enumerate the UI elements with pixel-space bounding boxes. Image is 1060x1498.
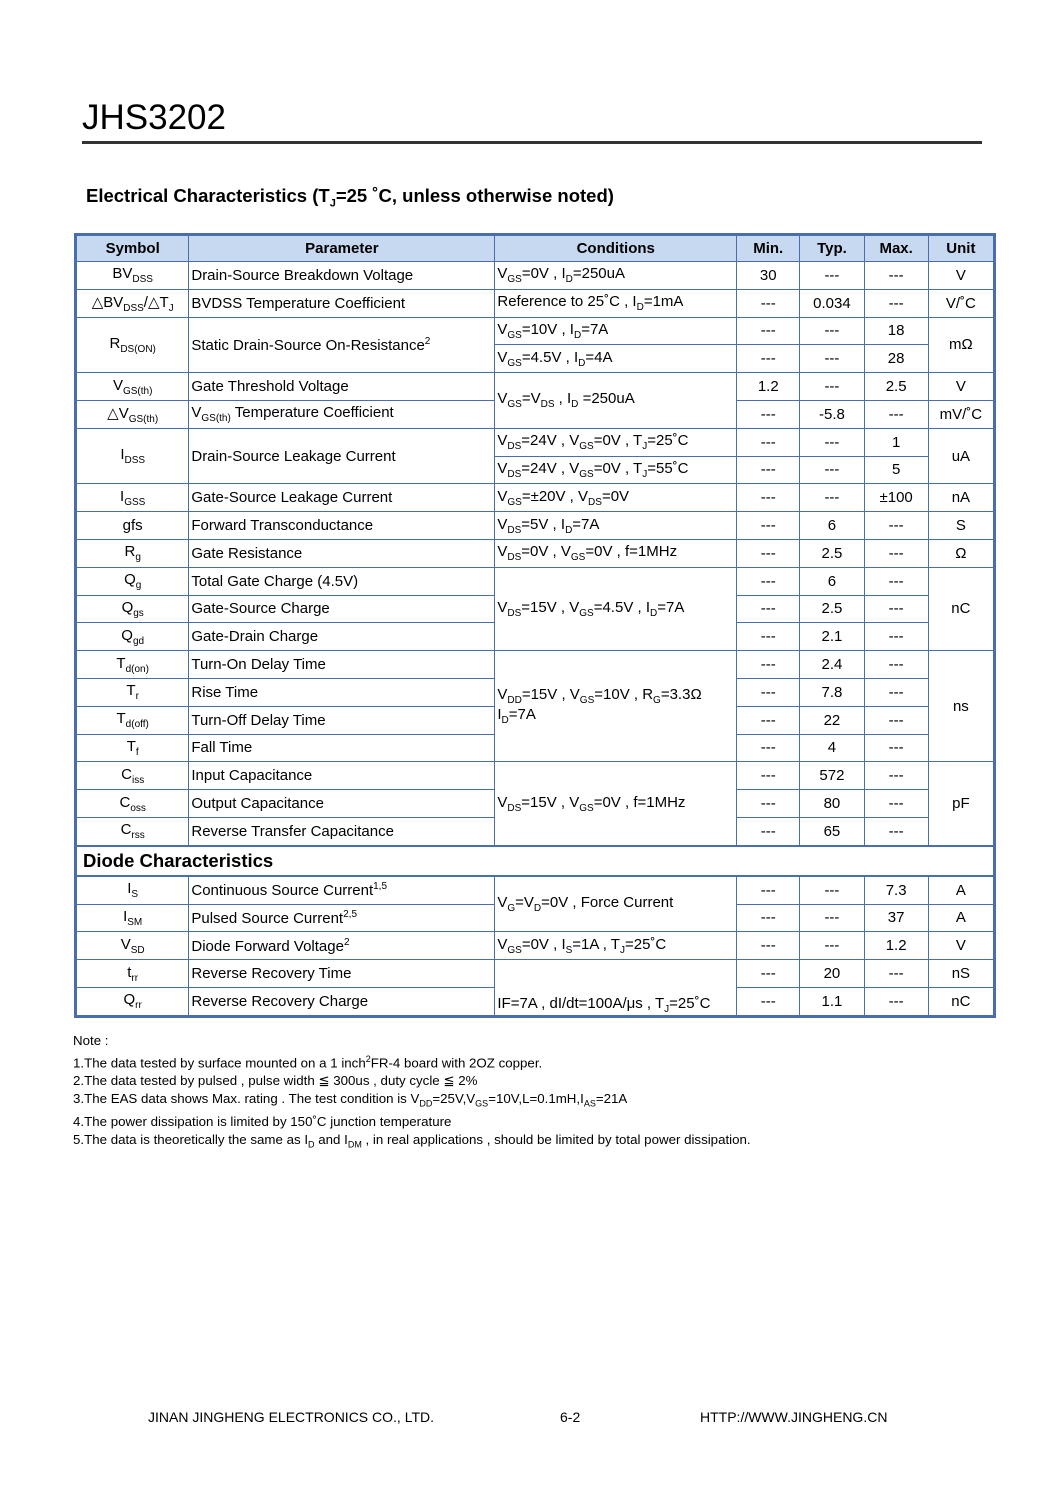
unit-cell: ns: [928, 651, 993, 762]
typ-cell: 2.1: [800, 623, 864, 651]
conditions-cell: $V_G=V_D=0V$ , Force Current: [495, 876, 737, 932]
parameter-cell: Pulsed Source Current$^{2,5}$: [189, 904, 495, 932]
typ-cell: 2.5: [800, 539, 864, 567]
min-cell: ---: [737, 678, 800, 706]
table-row: [77, 484, 994, 512]
max-cell: ---: [864, 960, 928, 988]
typ-cell: ---: [800, 904, 864, 932]
max-cell: ---: [864, 623, 928, 651]
unit-cell: V/˚C: [928, 289, 993, 317]
parameter-cell: Output Capacitance: [189, 790, 495, 818]
min-cell: ---: [737, 876, 800, 904]
conditions-cell: IF=7A , dI/dt=100A/μs , $T_J=25˚C$: [495, 960, 737, 1016]
conditions-cell: $V_{GS}=0V$ , $I_S=1A$ , $T_J=25˚C$: [495, 932, 737, 960]
unit-cell: V: [928, 373, 993, 401]
max-cell: 18: [864, 317, 928, 345]
max-cell: ---: [864, 539, 928, 567]
parameter-cell: Input Capacitance: [189, 762, 495, 790]
symbol-cell: $R_{DS(ON)}$: [77, 317, 189, 373]
header-max: Max.: [864, 236, 928, 262]
parameter-cell: Reverse Recovery Time: [189, 960, 495, 988]
typ-cell: -5.8: [800, 400, 864, 428]
parameter-cell: Fall Time: [189, 734, 495, 762]
max-cell: ---: [864, 400, 928, 428]
section-heading: Electrical Characteristics ($T_J=25$ ˚C, unless otherwise noted): [86, 185, 614, 210]
header-symbol: Symbol: [77, 236, 189, 262]
typ-cell: ---: [800, 373, 864, 401]
typ-cell: 22: [800, 706, 864, 734]
note-4: 4.The power dissipation is limited by 150˚C junction temperature: [73, 1114, 452, 1130]
table-row: [77, 428, 994, 456]
table-row: [77, 762, 994, 790]
table-row: [77, 567, 994, 595]
typ-cell: ---: [800, 428, 864, 456]
min-cell: ---: [737, 706, 800, 734]
typ-cell: 6: [800, 512, 864, 540]
min-cell: ---: [737, 512, 800, 540]
title-divider: [82, 141, 982, 144]
typ-cell: ---: [800, 932, 864, 960]
min-cell: ---: [737, 932, 800, 960]
header-unit: Unit: [928, 236, 993, 262]
footer-url: HTTP://WWW.JINGHENG.CN: [700, 1409, 888, 1425]
footer-company: JINAN JINGHENG ELECTRONICS CO., LTD.: [148, 1409, 434, 1425]
min-cell: ---: [737, 539, 800, 567]
typ-cell: ---: [800, 345, 864, 373]
max-cell: ---: [864, 817, 928, 845]
notes-title: Note :: [73, 1033, 109, 1048]
min-cell: ---: [737, 345, 800, 373]
symbol-cell: $Q_g$: [77, 567, 189, 595]
parameter-cell: Turn-Off Delay Time: [189, 706, 495, 734]
table-row: [77, 262, 994, 290]
max-cell: ---: [864, 734, 928, 762]
max-cell: 1: [864, 428, 928, 456]
typ-cell: 7.8: [800, 678, 864, 706]
typ-cell: 6: [800, 567, 864, 595]
max-cell: 28: [864, 345, 928, 373]
table-row: [77, 289, 994, 317]
symbol-cell: $V_{GS(th)}$: [77, 373, 189, 401]
symbol-cell: $T_f$: [77, 734, 189, 762]
conditions-cell: $V_{DS}=5V$ , $I_D=7A$: [495, 512, 737, 540]
parameter-cell: Continuous Source Current$^{1,5}$: [189, 876, 495, 904]
typ-cell: ---: [800, 317, 864, 345]
max-cell: ---: [864, 762, 928, 790]
typ-cell: 4: [800, 734, 864, 762]
parameter-cell: Diode Forward Voltage$^2$: [189, 932, 495, 960]
parameter-cell: Forward Transconductance: [189, 512, 495, 540]
conditions-cell: Reference to 25˚C , $I_D=1mA$: [495, 289, 737, 317]
conditions-cell: $V_{DS}=15V$ , $V_{GS}=4.5V$ , $I_D=7A$: [495, 567, 737, 650]
max-cell: ±100: [864, 484, 928, 512]
table-row: [77, 539, 994, 567]
parameter-cell: Gate Resistance: [189, 539, 495, 567]
symbol-cell: $T_{d(off)}$: [77, 706, 189, 734]
min-cell: ---: [737, 456, 800, 484]
typ-cell: 20: [800, 960, 864, 988]
unit-cell: pF: [928, 762, 993, 846]
typ-cell: 2.4: [800, 651, 864, 679]
symbol-cell: $T_{d(on)}$: [77, 651, 189, 679]
unit-cell: nC: [928, 567, 993, 650]
conditions-cell: $V_{DS}=15V$ , $V_{GS}=0V$ , f=1MHz: [495, 762, 737, 846]
conditions-cell: $V_{DS}=0V$ , $V_{GS}=0V$ , f=1MHz: [495, 539, 737, 567]
symbol-cell: $C_{rss}$: [77, 817, 189, 845]
parameter-cell: Gate Threshold Voltage: [189, 373, 495, 401]
min-cell: ---: [737, 790, 800, 818]
min-cell: ---: [737, 987, 800, 1015]
header-parameter: Parameter: [189, 236, 495, 262]
parameter-cell: Turn-On Delay Time: [189, 651, 495, 679]
typ-cell: 65: [800, 817, 864, 845]
min-cell: ---: [737, 317, 800, 345]
min-cell: ---: [737, 595, 800, 623]
note-3: 3.The EAS data shows Max. rating . The test condition is $V_{DD}=25V,V_{GS}=10V,L=0.1mH,I_{AS}=21A$: [73, 1091, 628, 1110]
max-cell: 5: [864, 456, 928, 484]
unit-cell: A: [928, 876, 993, 904]
diode-section-row: [77, 846, 994, 876]
conditions-cell: $V_{GS}=4.5V$ , $I_D=4A$: [495, 345, 737, 373]
note-5: 5.The data is theoretically the same as $I_D$ and $I_{DM}$ , in real applications , should be limited by total power dissipation.: [73, 1132, 751, 1150]
note-2: 2.The data tested by pulsed , pulse width ≦ 300us , duty cycle ≦ 2%: [73, 1073, 478, 1089]
unit-cell: Ω: [928, 539, 993, 567]
min-cell: ---: [737, 623, 800, 651]
symbol-cell: $V_{SD}$: [77, 932, 189, 960]
max-cell: ---: [864, 987, 928, 1015]
symbol-cell: $Q_{gs}$: [77, 595, 189, 623]
min-cell: ---: [737, 762, 800, 790]
typ-cell: ---: [800, 484, 864, 512]
parameter-cell: BVDSS Temperature Coefficient: [189, 289, 495, 317]
symbol-cell: $\triangle V_{GS(th)}$: [77, 400, 189, 428]
parameter-cell: Static Drain-Source On-Resistance$^2$: [189, 317, 495, 373]
header-typ: Typ.: [800, 236, 864, 262]
parameter-cell: Rise Time: [189, 678, 495, 706]
typ-cell: 0.034: [800, 289, 864, 317]
unit-cell: uA: [928, 428, 993, 484]
typ-cell: 1.1: [800, 987, 864, 1015]
symbol-cell: $C_{iss}$: [77, 762, 189, 790]
parameter-cell: Reverse Recovery Charge: [189, 987, 495, 1015]
table-row: [77, 512, 994, 540]
electrical-characteristics-table: [74, 233, 996, 1018]
max-cell: ---: [864, 595, 928, 623]
table-row: [77, 960, 994, 988]
max-cell: ---: [864, 289, 928, 317]
symbol-cell: $t_{rr}$: [77, 960, 189, 988]
symbol-cell: $T_r$: [77, 678, 189, 706]
min-cell: ---: [737, 567, 800, 595]
conditions-cell: $V_{GS}=V_{DS}$ , $I_D =250uA$: [495, 373, 737, 429]
min-cell: ---: [737, 734, 800, 762]
table-row: [77, 651, 994, 679]
unit-cell: mV/˚C: [928, 400, 993, 428]
min-cell: ---: [737, 428, 800, 456]
max-cell: ---: [864, 512, 928, 540]
min-cell: ---: [737, 484, 800, 512]
unit-cell: A: [928, 904, 993, 932]
symbol-cell: $I_{GSS}$: [77, 484, 189, 512]
unit-cell: V: [928, 262, 993, 290]
typ-cell: ---: [800, 876, 864, 904]
typ-cell: 572: [800, 762, 864, 790]
parameter-cell: Gate-Source Leakage Current: [189, 484, 495, 512]
symbol-cell: $BV_{DSS}$: [77, 262, 189, 290]
max-cell: ---: [864, 567, 928, 595]
parameter-cell: $V_{GS(th)}$ Temperature Coefficient: [189, 400, 495, 428]
min-cell: ---: [737, 289, 800, 317]
document-title: JHS3202: [82, 98, 226, 137]
min-cell: ---: [737, 960, 800, 988]
max-cell: ---: [864, 678, 928, 706]
min-cell: ---: [737, 904, 800, 932]
parameter-cell: Drain-Source Breakdown Voltage: [189, 262, 495, 290]
conditions-cell: $V_{DD}=15V$ , $V_{GS}=10V$ , $R_G=3.3\Omega$ $I_D=7A$: [495, 651, 737, 762]
conditions-cell: $V_{GS}=10V$ , $I_D=7A$: [495, 317, 737, 345]
symbol-cell: $I_{DSS}$: [77, 428, 189, 484]
parameter-cell: Gate-Source Charge: [189, 595, 495, 623]
parameter-cell: Total Gate Charge (4.5V): [189, 567, 495, 595]
note-1: 1.The data tested by surface mounted on a 1 inch$^2$FR-4 board with 2OZ copper.: [73, 1054, 543, 1071]
table-row: [77, 317, 994, 345]
unit-cell: nA: [928, 484, 993, 512]
unit-cell: nS: [928, 960, 993, 988]
unit-cell: nC: [928, 987, 993, 1015]
min-cell: ---: [737, 400, 800, 428]
typ-cell: 2.5: [800, 595, 864, 623]
parameter-cell: Reverse Transfer Capacitance: [189, 817, 495, 845]
diode-section-heading: Diode Characteristics: [77, 846, 994, 876]
max-cell: 2.5: [864, 373, 928, 401]
symbol-cell: $C_{oss}$: [77, 790, 189, 818]
max-cell: ---: [864, 706, 928, 734]
max-cell: 7.3: [864, 876, 928, 904]
unit-cell: V: [928, 932, 993, 960]
notes-block: [73, 1032, 751, 1154]
conditions-cell: $V_{GS}=\pm 20V$ , $V_{DS}=0V$: [495, 484, 737, 512]
max-cell: ---: [864, 651, 928, 679]
symbol-cell: gfs: [77, 512, 189, 540]
unit-cell: S: [928, 512, 993, 540]
max-cell: ---: [864, 790, 928, 818]
max-cell: 37: [864, 904, 928, 932]
symbol-cell: $Q_{gd}$: [77, 623, 189, 651]
symbol-cell: $I_S$: [77, 876, 189, 904]
typ-cell: ---: [800, 456, 864, 484]
header-conditions: Conditions: [495, 236, 737, 262]
unit-cell: mΩ: [928, 317, 993, 373]
symbol-cell: $I_{SM}$: [77, 904, 189, 932]
footer-page-number: 6-2: [560, 1409, 581, 1425]
typ-cell: ---: [800, 262, 864, 290]
table-header-row: [77, 236, 994, 262]
symbol-cell: $R_g$: [77, 539, 189, 567]
symbol-cell: $\triangle BV_{DSS}/\triangle T_J$: [77, 289, 189, 317]
conditions-cell: $V_{DS}=24V$ , $V_{GS}=0V$ , $T_J=25˚C$: [495, 428, 737, 456]
min-cell: 30: [737, 262, 800, 290]
parameter-cell: Drain-Source Leakage Current: [189, 428, 495, 484]
typ-cell: 80: [800, 790, 864, 818]
conditions-cell: $V_{GS}=0V$ , $I_D=250uA$: [495, 262, 737, 290]
min-cell: ---: [737, 651, 800, 679]
parameter-cell: Gate-Drain Charge: [189, 623, 495, 651]
table-row: [77, 932, 994, 960]
header-min: Min.: [737, 236, 800, 262]
conditions-cell: $V_{DS}=24V$ , $V_{GS}=0V$ , $T_J=55˚C$: [495, 456, 737, 484]
min-cell: 1.2: [737, 373, 800, 401]
symbol-cell: $Q_{rr}$: [77, 987, 189, 1015]
table-row: [77, 373, 994, 401]
max-cell: 1.2: [864, 932, 928, 960]
min-cell: ---: [737, 817, 800, 845]
table-row: [77, 876, 994, 904]
max-cell: ---: [864, 262, 928, 290]
